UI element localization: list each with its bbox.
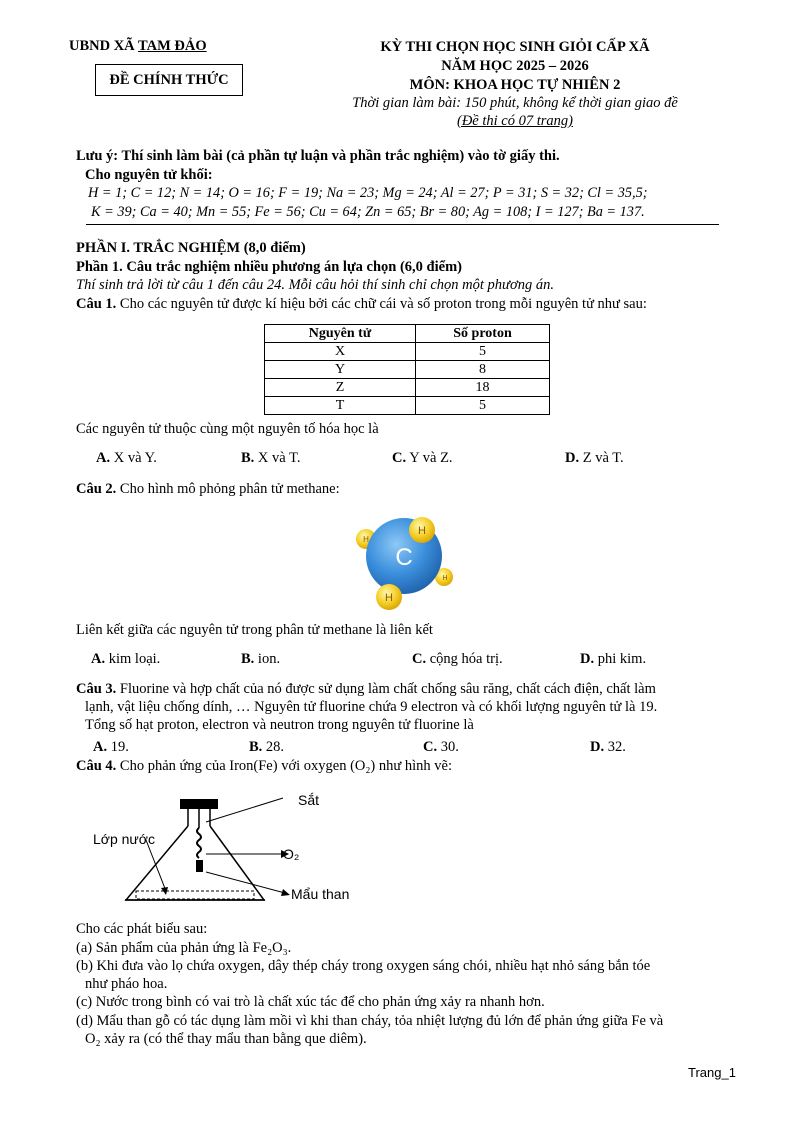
exam-pages [330, 112, 700, 131]
charcoal-piece [196, 860, 203, 872]
iron-coil [197, 828, 201, 858]
q4-label: Câu 4. [76, 758, 117, 774]
table-cell: 5 [416, 343, 550, 361]
table-cell: T [265, 397, 416, 415]
q3-body: Fluorine và hợp chất của nó được sử dụng làm chất chống sâu răng, chất cách điện, chất làm [116, 681, 656, 697]
table-cell: 18 [416, 379, 550, 397]
q4-statement-b: (b) Khi đưa vào lọ chứa oxygen, dây thép cháy trong oxygen sáng chói, nhiều hạt nhỏ sáng bắn tóe [76, 958, 651, 974]
label-iron: Sắt [298, 792, 320, 808]
option-text: cộng hóa trị. [426, 651, 503, 667]
q3-line-3: Tổng số hạt proton, electron và neutron trong nguyên tử fluorine là [85, 717, 474, 733]
q4-text [76, 758, 452, 775]
q1-body: Cho các nguyên tử được kí hiệu bởi các chữ cái và số proton trong mỗi nguyên tử như sau: [116, 296, 647, 312]
option-text: ion. [254, 651, 281, 667]
org-name [69, 38, 207, 55]
table-cell: Y [265, 361, 416, 379]
q1-option-d[interactable] [565, 450, 624, 467]
q1-text [76, 296, 647, 313]
table-row [265, 343, 550, 361]
part1-title: PHẦN I. TRẮC NGHIỆM (8,0 điểm) [76, 240, 306, 256]
option-letter: B. [249, 739, 263, 755]
table-cell: 8 [416, 361, 550, 379]
table-header: Số proton [416, 325, 550, 343]
water-arrow [146, 840, 166, 891]
exam-time: Thời gian làm bài: 150 phút, không kể thời gian giao đề [352, 95, 678, 111]
q4-statement-d-cont: O₂ xảy ra (có thể thay mẩu than bằng que diêm). [85, 1031, 367, 1047]
exam-pages-text: (Đề thi có 07 trang) [457, 113, 573, 129]
org-prefix: UBND XÃ [69, 38, 139, 54]
option-letter: A. [96, 450, 111, 466]
q2-option-c[interactable] [412, 651, 503, 668]
methane-model [352, 512, 462, 612]
option-text: Y và Z. [406, 450, 453, 466]
q1-option-b[interactable] [241, 450, 300, 467]
q4-statement-d: (d) Mẩu than gỗ có tác dụng làm mồi vì khi than cháy, tỏa nhiệt lượng đủ lớn để phản ứng giữa Fe và [76, 1013, 664, 1029]
table-cell: X [265, 343, 416, 361]
atomic-mass-line-1: H = 1; C = 12; N = 14; O = 16; F = 19; Na = 23; Mg = 24; Al = 27; P = 31; S = 32; Cl = 35,5; [88, 185, 648, 201]
option-letter: D. [590, 739, 605, 755]
q2-stem: Liên kết giữa các nguyên tử trong phân tử methane là liên kết [76, 622, 433, 638]
q2-label: Câu 2. [76, 481, 117, 497]
label-water-layer: Lớp nước [93, 831, 155, 847]
water-layer [136, 891, 254, 899]
option-text: 28. [262, 739, 285, 755]
q3-line-2: lạnh, vật liệu chống dính, … Nguyên tử fluorine chứa 9 electron và có khối lượng nguyên tử là 19. [85, 699, 658, 715]
q4-statement-a: (a) Sản phẩm của phản ứng là Fe₂O₃. [76, 940, 292, 956]
proton-table [264, 324, 550, 415]
q3-option-d[interactable] [590, 739, 626, 756]
q3-option-a[interactable] [93, 739, 129, 756]
option-letter: D. [580, 651, 595, 667]
part1-subtitle: Phần 1. Câu trắc nghiệm nhiều phương án lựa chọn (6,0 điểm) [76, 259, 462, 275]
hydrogen-label: H [385, 592, 393, 604]
q4-body: Cho phản ứng của Iron(Fe) với oxygen (O₂) như hình vẽ: [116, 758, 452, 774]
exam-year: NĂM HỌC 2025 – 2026 [441, 58, 589, 74]
part1-instruction: Thí sinh trả lời từ câu 1 đến câu 24. Mỗi câu hỏi thí sinh chỉ chọn một phương án. [76, 277, 554, 293]
option-text: kim loại. [105, 651, 161, 667]
q2-option-a[interactable] [91, 651, 160, 668]
q3-line-1 [76, 681, 656, 698]
org-underlined: TAM ĐẢO [138, 38, 207, 54]
q2-option-b[interactable] [241, 651, 280, 668]
charcoal-arrowhead [281, 889, 290, 896]
q3-option-b[interactable] [249, 739, 284, 756]
option-letter: B. [241, 450, 255, 466]
option-letter: D. [565, 450, 580, 466]
option-letter: A. [91, 651, 106, 667]
option-letter: B. [241, 651, 255, 667]
q2-option-d[interactable] [580, 651, 646, 668]
label-charcoal: Mẩu than [291, 886, 350, 902]
option-text: 19. [107, 739, 129, 755]
q1-option-c[interactable] [392, 450, 453, 467]
table-header-row [265, 325, 550, 343]
option-letter: C. [412, 651, 427, 667]
table-row [265, 361, 550, 379]
option-text: 32. [604, 739, 626, 755]
q1-option-a[interactable] [96, 450, 157, 467]
table-cell: 5 [416, 397, 550, 415]
atomic-mass-title: Cho nguyên tử khối: [85, 167, 213, 183]
q4-intro: Cho các phát biểu sau: [76, 921, 208, 937]
atomic-mass-line-2: K = 39; Ca = 40; Mn = 55; Fe = 56; Cu = 64; Zn = 65; Br = 80; Ag = 108; I = 127; Ba = 137. [91, 204, 645, 220]
table-row [265, 397, 550, 415]
official-exam-box: ĐỀ CHÍNH THỨC [95, 64, 243, 96]
carbon-label: C [395, 544, 413, 571]
warning-note: Lưu ý: Thí sinh làm bài (cả phần tự luận và phần trắc nghiệm) vào tờ giấy thi. [76, 148, 560, 164]
option-letter: A. [93, 739, 108, 755]
stopper [180, 800, 218, 809]
q1-label: Câu 1. [76, 296, 117, 312]
label-oxygen: O₂ [283, 846, 300, 862]
q2-text [76, 481, 340, 498]
option-text: 30. [437, 739, 459, 755]
option-text: phi kim. [594, 651, 647, 667]
q3-label: Câu 3. [76, 681, 117, 697]
option-letter: C. [392, 450, 407, 466]
header-divider [86, 224, 719, 225]
option-text: X và Y. [110, 450, 157, 466]
table-header: Nguyên tử [265, 325, 416, 343]
hydrogen-label: H [418, 525, 426, 537]
q4-statement-c: (c) Nước trong bình có vai trò là chất xúc tác để cho phản ứng xảy ra nhanh hơn. [76, 994, 545, 1010]
option-letter: C. [423, 739, 438, 755]
option-text: X và T. [254, 450, 301, 466]
table-row [265, 379, 550, 397]
q3-option-c[interactable] [423, 739, 459, 756]
hydrogen-label: H [442, 575, 448, 582]
option-text: Z và T. [579, 450, 624, 466]
page-number: Trang_1 [688, 1065, 736, 1080]
table-cell: Z [265, 379, 416, 397]
exam-title: KỲ THI CHỌN HỌC SINH GIỎI CẤP XÃ [380, 39, 650, 55]
q1-stem: Các nguyên tử thuộc cùng một nguyên tố hóa học là [76, 421, 379, 437]
hydrogen-label: H [363, 535, 369, 544]
exam-subject: MÔN: KHOA HỌC TỰ NHIÊN 2 [409, 77, 621, 93]
q4-statement-b-cont: như pháo hoa. [85, 976, 168, 992]
q2-body: Cho hình mô phỏng phân tử methane: [116, 481, 340, 497]
